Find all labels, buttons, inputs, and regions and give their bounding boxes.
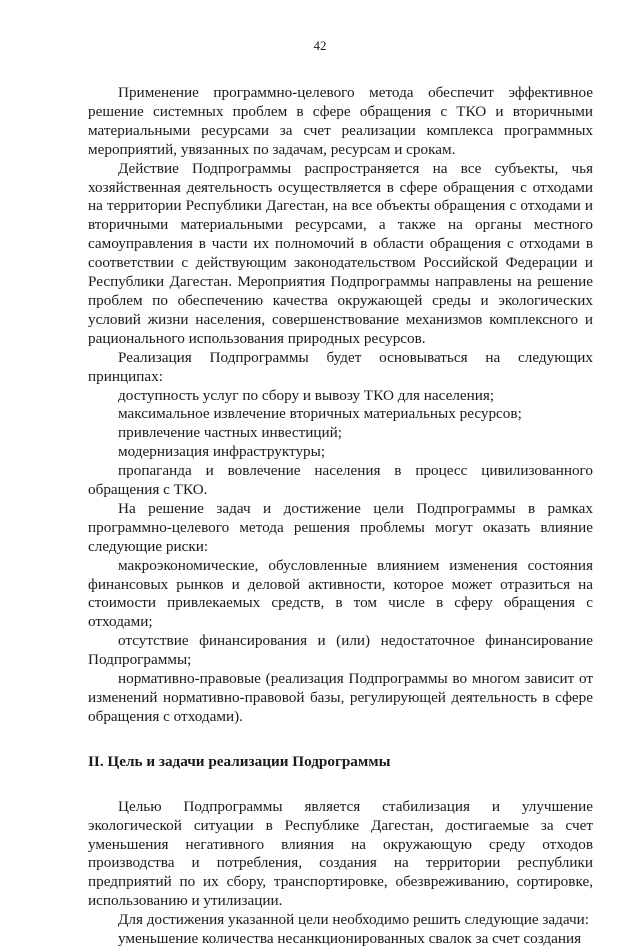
list-item: привлечение частных инвестиций;: [118, 424, 342, 442]
paragraph: Применение программно-целевого метода обеспечит эффективное решение системных проблем в сфере обращения с ТКО и вторичными материальными ресурсами за счет реализации комплекса программных мероприятий, увязанных по задачам, ресурсам и срокам.: [88, 84, 593, 158]
paragraph: Реализация Подпрограммы будет основываться на следующих принципах:: [88, 348, 593, 385]
list-item: нормативно-правовые (реализация Подпрограммы во многом зависит от изменений нормативно-правовой базы, регулирующей деятельность в сфере обращения с отходами).: [88, 670, 593, 725]
paragraph: На решение задач и достижение цели Подпрограммы в рамках программно-целевого метода решения проблемы могут оказать влияние следующие риски:: [88, 499, 593, 555]
paragraph: Действие Подпрограммы распространяется на все субъекты, чья хозяйственная деятельность осуществляется в сфере обращения с отходами на территории Республики Дагестан, на все объекты обращения с отходами и вторичными материальными ресурсами, а также на органы местного самоуправления в части их полномочий в области обращения с отходами в соответствии с действующим законодательством Российской Федерации и Республики Дагестан. Мероприятия Подпрограммы направлены на решение проблем по обеспечению качества окружающей среды и экологических условий жизни населения, совершенствование механизмов комплексного и рационального использования природных ресурсов.: [88, 159, 593, 347]
list-item: максимальное извлечение вторичных материальных ресурсов;: [118, 405, 522, 423]
list-item: макроэкономические, обусловленные влиянием изменения состояния финансовых рынков и деловой активности, которое может отразиться на стоимости привлекаемых средств, в том числе в сферу обращения с отходами;: [88, 556, 593, 631]
list-item: уменьшение количества несанкционированных свалок за счет создания: [118, 930, 582, 948]
list-item: модернизация инфраструктуры;: [118, 443, 326, 461]
list-item: отсутствие финансирования и (или) недостаточное финансирование Подпрограммы;: [88, 632, 593, 669]
list-item: пропаганда и вовлечение населения в процесс цивилизованного обращения с ТКО.: [88, 462, 593, 499]
list-item: доступность услуг по сбору и вывозу ТКО для населения;: [118, 386, 495, 404]
section-heading: II. Цель и задачи реализации Подрограммы: [88, 752, 391, 770]
page-number: 42: [313, 38, 327, 53]
paragraph: Целью Подпрограммы является стабилизация и улучшение экологической ситуации в Республике Дагестан, достигаемые за счет уменьшения негативного влияния на окружающую среду отходов производства и потребления, создания на территории республики предприятий по их сбору, транспортировке, обезвреживанию, сортировке, использованию и утилизации.: [88, 797, 593, 910]
document-body: [88, 84, 593, 949]
paragraph: Для достижения указанной цели необходимо решить следующие задачи:: [118, 911, 589, 929]
